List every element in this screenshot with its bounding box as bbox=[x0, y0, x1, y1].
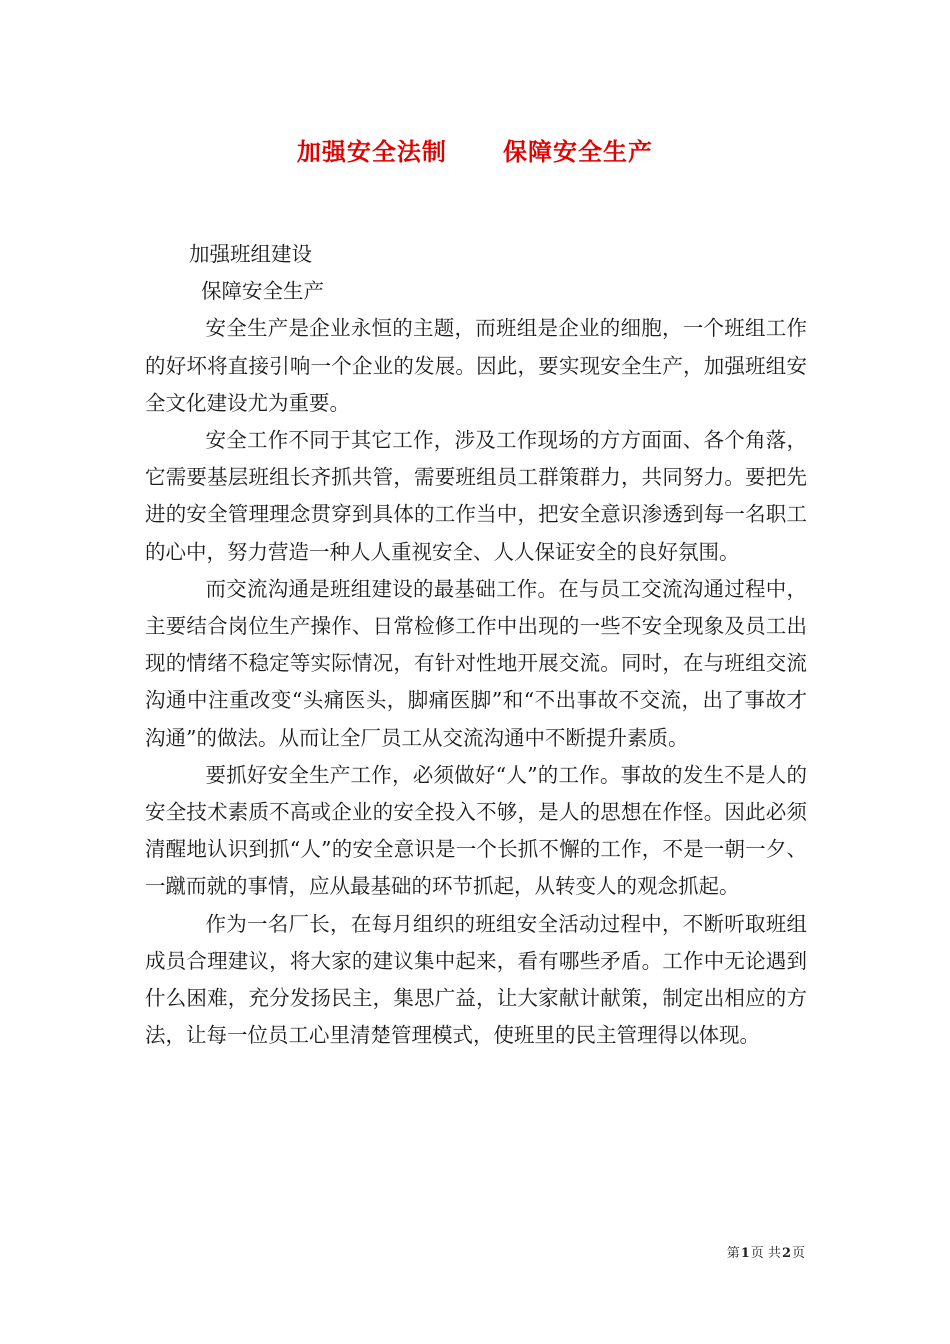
subheading-2: 保障安全生产 bbox=[201, 279, 324, 304]
paragraph-5: 作为一名厂长，在每月组织的班组安全活动过程中，不断听取班组成员合理建议，将大家的建议集中起来，看有哪些矛盾。工作中无论遇到什么困难，充分发扬民主，集思广益，让大家献计献策，制定出相应的方法，让每一位员工心里清楚管理模式，使班里的民主管理得以体现。 bbox=[145, 911, 807, 1048]
paragraph-4: 要抓好安全生产工作，必须做好“人”的工作。事故的发生不是人的安全技术素质不高或企业的安全投入不够，是人的思想在作怪。因此必须清醒地认识到抓“人”的安全意识是一个长抓不懈的工作，不是一朝一夕、一蹴而就的事情，应从最基础的环节抓起，从转变人的观念抓起。 bbox=[145, 762, 807, 899]
subheading-1: 加强班组建设 bbox=[189, 242, 312, 266]
footer-suffix: 页 bbox=[791, 1246, 805, 1261]
paragraph-3: 而交流沟通是班组建设的最基础工作。在与员工交流沟通过程中，主要结合岗位生产操作、日常检修工作中出现的一些不安全现象及员工出现的情绪不稳定等实际情况，有针对性地开展交流。同时，在与班组交流沟通中注重改变“头痛医头，脚痛医脚”和“不出事故不交流，出了事故才沟通”的做法。从而让全厂员工从交流沟通中不断提升素质。 bbox=[145, 576, 807, 750]
footer-total-pages: 2 bbox=[781, 1246, 791, 1261]
page-number-footer bbox=[727, 1242, 805, 1261]
paragraph-1: 安全生产是企业永恒的主题，而班组是企业的细胞，一个班组工作的好坏将直接引响一个企业的发展。因此，要实现安全生产，加强班组安全文化建设尤为重要。 bbox=[145, 316, 807, 415]
footer-prefix: 第 bbox=[726, 1246, 740, 1261]
document-body bbox=[145, 236, 807, 1054]
document-title: 加强安全法制 保障安全生产 bbox=[296, 137, 654, 166]
paragraph-2: 安全工作不同于其它工作，涉及工作现场的方方面面、各个角落，它需要基层班组长齐抓共管，需要班组员工群策群力，共同努力。要把先进的安全管理理念贯穿到具体的工作当中，把安全意识渗透到每一名职工的心中，努力营造一种人人重视安全、人人保证安全的良好氛围。 bbox=[145, 428, 807, 564]
footer-middle: 页 共 bbox=[750, 1246, 781, 1261]
footer-current-page: 1 bbox=[740, 1246, 750, 1261]
